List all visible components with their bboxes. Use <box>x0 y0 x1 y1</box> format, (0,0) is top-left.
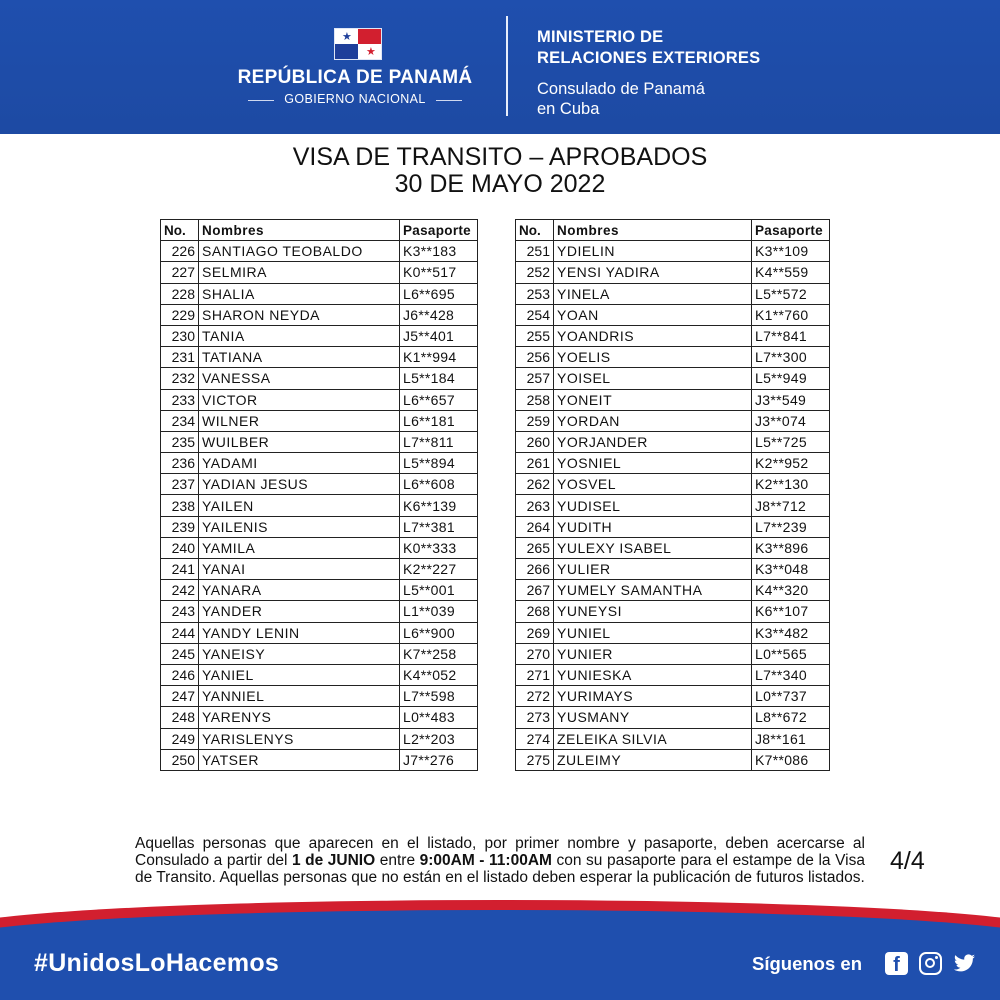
table-row <box>516 537 830 558</box>
row-number: 263 <box>516 495 554 516</box>
row-passport: L5**184 <box>400 368 478 389</box>
row-name: SELMIRA <box>199 262 400 283</box>
row-name: YONEIT <box>554 389 752 410</box>
table-row <box>161 749 478 770</box>
table-row <box>516 686 830 707</box>
table-row <box>161 389 478 410</box>
row-number: 257 <box>516 368 554 389</box>
row-name: YANNIEL <box>199 686 400 707</box>
row-name: YATSER <box>199 749 400 770</box>
row-name: YANEISY <box>199 643 400 664</box>
row-passport: K4**320 <box>752 580 830 601</box>
header-name: Nombres <box>199 220 400 241</box>
row-name: ZULEIMY <box>554 749 752 770</box>
row-name: VICTOR <box>199 389 400 410</box>
row-passport: L6**608 <box>400 474 478 495</box>
table-row <box>161 580 478 601</box>
row-number: 245 <box>161 643 199 664</box>
row-name: YINELA <box>554 283 752 304</box>
note-date: 1 de JUNIO <box>291 852 376 869</box>
row-name: YAILEN <box>199 495 400 516</box>
row-number: 230 <box>161 325 199 346</box>
row-name: YDIELIN <box>554 241 752 262</box>
row-passport: K4**559 <box>752 262 830 283</box>
row-passport: K2**952 <box>752 453 830 474</box>
table-row <box>161 262 478 283</box>
row-number: 234 <box>161 410 199 431</box>
table-row <box>161 664 478 685</box>
instructions-note <box>135 835 865 886</box>
header-no: No. <box>516 220 554 241</box>
table-row <box>161 601 478 622</box>
row-passport: K6**139 <box>400 495 478 516</box>
row-passport: L0**483 <box>400 707 478 728</box>
row-passport: L1**039 <box>400 601 478 622</box>
table-row <box>161 453 478 474</box>
row-number: 231 <box>161 347 199 368</box>
row-passport: K3**482 <box>752 622 830 643</box>
row-name: YURIMAYS <box>554 686 752 707</box>
table-row <box>516 241 830 262</box>
table-row <box>161 431 478 452</box>
header-no: No. <box>161 220 199 241</box>
row-number: 232 <box>161 368 199 389</box>
row-passport: K7**258 <box>400 643 478 664</box>
row-passport: J8**712 <box>752 495 830 516</box>
row-name: WUILBER <box>199 431 400 452</box>
row-number: 255 <box>516 325 554 346</box>
row-passport: J8**161 <box>752 728 830 749</box>
row-number: 266 <box>516 559 554 580</box>
table-row <box>161 241 478 262</box>
table-row <box>161 347 478 368</box>
row-number: 261 <box>516 453 554 474</box>
row-name: SHALIA <box>199 283 400 304</box>
row-name: ZELEIKA SILVIA <box>554 728 752 749</box>
table-row <box>161 368 478 389</box>
row-name: YUDITH <box>554 516 752 537</box>
row-passport: K0**333 <box>400 537 478 558</box>
row-passport: K2**227 <box>400 559 478 580</box>
note-time: 9:00AM - 11:00AM <box>419 852 552 869</box>
table-row <box>516 601 830 622</box>
table-row <box>516 431 830 452</box>
row-number: 267 <box>516 580 554 601</box>
panama-flag-icon: ★ ★ <box>334 28 382 60</box>
row-name: YOAN <box>554 304 752 325</box>
row-number: 226 <box>161 241 199 262</box>
row-passport: L7**300 <box>752 347 830 368</box>
table-row <box>161 707 478 728</box>
row-number: 270 <box>516 643 554 664</box>
note-text-1: Aquellas personas que aparecen en el listado, por primer nombre y pasaporte, deben acercarse al Consulado a partir del <box>135 835 865 869</box>
row-passport: L5**001 <box>400 580 478 601</box>
table-row <box>516 347 830 368</box>
row-passport: K3**109 <box>752 241 830 262</box>
row-passport: K4**052 <box>400 664 478 685</box>
table-row <box>516 728 830 749</box>
table-row <box>516 559 830 580</box>
twitter-icon[interactable] <box>952 952 977 975</box>
row-passport: L7**841 <box>752 325 830 346</box>
row-passport: K0**517 <box>400 262 478 283</box>
row-passport: L5**949 <box>752 368 830 389</box>
table-header-row <box>161 220 478 241</box>
row-passport: L2**203 <box>400 728 478 749</box>
document-title <box>0 144 1000 198</box>
row-name: SANTIAGO TEOBALDO <box>199 241 400 262</box>
row-number: 229 <box>161 304 199 325</box>
row-number: 228 <box>161 283 199 304</box>
header-passport: Pasaporte <box>752 220 830 241</box>
row-number: 241 <box>161 559 199 580</box>
row-number: 265 <box>516 537 554 558</box>
government-label: GOBIERNO NACIONAL <box>284 92 426 106</box>
row-name: YOISEL <box>554 368 752 389</box>
row-name: YULIER <box>554 559 752 580</box>
row-number: 264 <box>516 516 554 537</box>
campaign-hashtag: #UnidosLoHacemos <box>34 949 280 977</box>
table-row <box>516 453 830 474</box>
table-row <box>161 728 478 749</box>
row-name: TATIANA <box>199 347 400 368</box>
row-number: 243 <box>161 601 199 622</box>
country-name: REPÚBLICA DE PANAMÁ <box>237 67 473 88</box>
row-passport: K1**994 <box>400 347 478 368</box>
row-number: 256 <box>516 347 554 368</box>
row-number: 247 <box>161 686 199 707</box>
table-row <box>516 749 830 770</box>
row-passport: L7**340 <box>752 664 830 685</box>
row-name: YUNIER <box>554 643 752 664</box>
header-name: Nombres <box>554 220 752 241</box>
row-number: 260 <box>516 431 554 452</box>
consulate-line-1: Consulado de Panamá <box>537 80 705 98</box>
row-name: YULEXY ISABEL <box>554 537 752 558</box>
row-number: 251 <box>516 241 554 262</box>
row-number: 274 <box>516 728 554 749</box>
row-name: YOSNIEL <box>554 453 752 474</box>
row-passport: L0**565 <box>752 643 830 664</box>
row-name: YUMELY SAMANTHA <box>554 580 752 601</box>
row-number: 244 <box>161 622 199 643</box>
note-text-3: con su pasaporte para el estampe de la Visa de Transito. Aquellas personas que no están en el listado deben esperar la publicación de futuros listados. <box>135 852 865 886</box>
row-number: 250 <box>161 749 199 770</box>
row-number: 253 <box>516 283 554 304</box>
ministry-name <box>537 27 760 69</box>
row-name: YANIEL <box>199 664 400 685</box>
row-passport: L6**695 <box>400 283 478 304</box>
row-passport: K6**107 <box>752 601 830 622</box>
row-name: YADAMI <box>199 453 400 474</box>
row-number: 240 <box>161 537 199 558</box>
row-passport: L6**181 <box>400 410 478 431</box>
table-row <box>161 495 478 516</box>
table-row <box>161 410 478 431</box>
header-passport: Pasaporte <box>400 220 478 241</box>
row-passport: K3**896 <box>752 537 830 558</box>
table-row <box>516 495 830 516</box>
row-name: YUNIEL <box>554 622 752 643</box>
row-passport: K2**130 <box>752 474 830 495</box>
table-row <box>516 580 830 601</box>
consulate-name <box>537 79 705 119</box>
note-text-2: entre <box>375 852 420 869</box>
row-name: VANESSA <box>199 368 400 389</box>
row-passport: L7**811 <box>400 431 478 452</box>
title-line-1: VISA DE TRANSITO – APROBADOS <box>292 143 708 171</box>
table-row <box>516 622 830 643</box>
row-number: 249 <box>161 728 199 749</box>
row-passport: K7**086 <box>752 749 830 770</box>
facebook-icon[interactable]: f <box>885 952 908 975</box>
row-number: 233 <box>161 389 199 410</box>
table-row <box>516 283 830 304</box>
row-passport: K3**183 <box>400 241 478 262</box>
row-passport: K1**760 <box>752 304 830 325</box>
row-number: 248 <box>161 707 199 728</box>
row-name: YOANDRIS <box>554 325 752 346</box>
row-passport: J7**276 <box>400 749 478 770</box>
table-row <box>161 516 478 537</box>
follow-label: Síguenos en <box>752 953 862 974</box>
row-number: 269 <box>516 622 554 643</box>
table-row <box>516 368 830 389</box>
table-row <box>161 643 478 664</box>
table-row <box>516 643 830 664</box>
table-header-row <box>516 220 830 241</box>
row-name: YAILENIS <box>199 516 400 537</box>
table-row <box>516 389 830 410</box>
row-name: YARENYS <box>199 707 400 728</box>
table-row <box>161 686 478 707</box>
row-name: YANDER <box>199 601 400 622</box>
row-passport: J3**074 <box>752 410 830 431</box>
row-name: YARISLENYS <box>199 728 400 749</box>
row-passport: L7**239 <box>752 516 830 537</box>
row-passport: L6**657 <box>400 389 478 410</box>
row-number: 242 <box>161 580 199 601</box>
row-passport: J3**549 <box>752 389 830 410</box>
row-name: YUSMANY <box>554 707 752 728</box>
table-row <box>516 707 830 728</box>
instagram-icon[interactable] <box>919 952 942 975</box>
row-passport: L6**900 <box>400 622 478 643</box>
row-name: YOELIS <box>554 347 752 368</box>
government-label-wrap <box>248 92 462 108</box>
row-passport: K3**048 <box>752 559 830 580</box>
row-name: TANIA <box>199 325 400 346</box>
row-number: 272 <box>516 686 554 707</box>
row-passport: L0**737 <box>752 686 830 707</box>
table-row <box>516 304 830 325</box>
approved-list-table-right <box>515 219 830 771</box>
row-name: YOSVEL <box>554 474 752 495</box>
row-passport: J6**428 <box>400 304 478 325</box>
table-row <box>516 325 830 346</box>
row-name: WILNER <box>199 410 400 431</box>
table-row <box>516 664 830 685</box>
table-row <box>161 559 478 580</box>
row-number: 239 <box>161 516 199 537</box>
row-number: 238 <box>161 495 199 516</box>
row-number: 275 <box>516 749 554 770</box>
row-name: YENSI YADIRA <box>554 262 752 283</box>
row-name: YAMILA <box>199 537 400 558</box>
row-name: YADIAN JESUS <box>199 474 400 495</box>
row-passport: L5**572 <box>752 283 830 304</box>
row-passport: L7**598 <box>400 686 478 707</box>
row-number: 268 <box>516 601 554 622</box>
row-passport: L5**894 <box>400 453 478 474</box>
row-number: 235 <box>161 431 199 452</box>
row-number: 252 <box>516 262 554 283</box>
table-row <box>161 537 478 558</box>
ministry-line-1: MINISTERIO DE <box>537 28 664 46</box>
table-row <box>161 622 478 643</box>
row-number: 262 <box>516 474 554 495</box>
row-name: YANAI <box>199 559 400 580</box>
title-line-2: 30 DE MAYO 2022 <box>394 170 606 198</box>
row-name: YORDAN <box>554 410 752 431</box>
row-name: YANARA <box>199 580 400 601</box>
row-name: YUNEYSI <box>554 601 752 622</box>
table-row <box>516 262 830 283</box>
row-passport: L8**672 <box>752 707 830 728</box>
consulate-line-2: en Cuba <box>537 100 600 118</box>
table-row <box>161 304 478 325</box>
row-number: 258 <box>516 389 554 410</box>
row-number: 236 <box>161 453 199 474</box>
row-number: 254 <box>516 304 554 325</box>
row-number: 259 <box>516 410 554 431</box>
row-name: SHARON NEYDA <box>199 304 400 325</box>
row-name: YUDISEL <box>554 495 752 516</box>
row-number: 271 <box>516 664 554 685</box>
table-row <box>161 325 478 346</box>
table-row <box>161 474 478 495</box>
header-divider <box>506 16 508 116</box>
table-row <box>516 410 830 431</box>
table-row <box>516 474 830 495</box>
row-passport: J5**401 <box>400 325 478 346</box>
row-name: YORJANDER <box>554 431 752 452</box>
page-count: 4/4 <box>890 847 925 875</box>
ministry-line-2: RELACIONES EXTERIORES <box>537 49 761 67</box>
row-name: YANDY LENIN <box>199 622 400 643</box>
table-row <box>516 516 830 537</box>
header-banner <box>0 0 1000 134</box>
row-number: 246 <box>161 664 199 685</box>
approved-list-table-left <box>160 219 478 771</box>
table-row <box>161 283 478 304</box>
row-number: 227 <box>161 262 199 283</box>
footer-banner <box>0 900 1000 1000</box>
row-number: 273 <box>516 707 554 728</box>
row-name: YUNIESKA <box>554 664 752 685</box>
row-number: 237 <box>161 474 199 495</box>
row-passport: L5**725 <box>752 431 830 452</box>
row-passport: L7**381 <box>400 516 478 537</box>
